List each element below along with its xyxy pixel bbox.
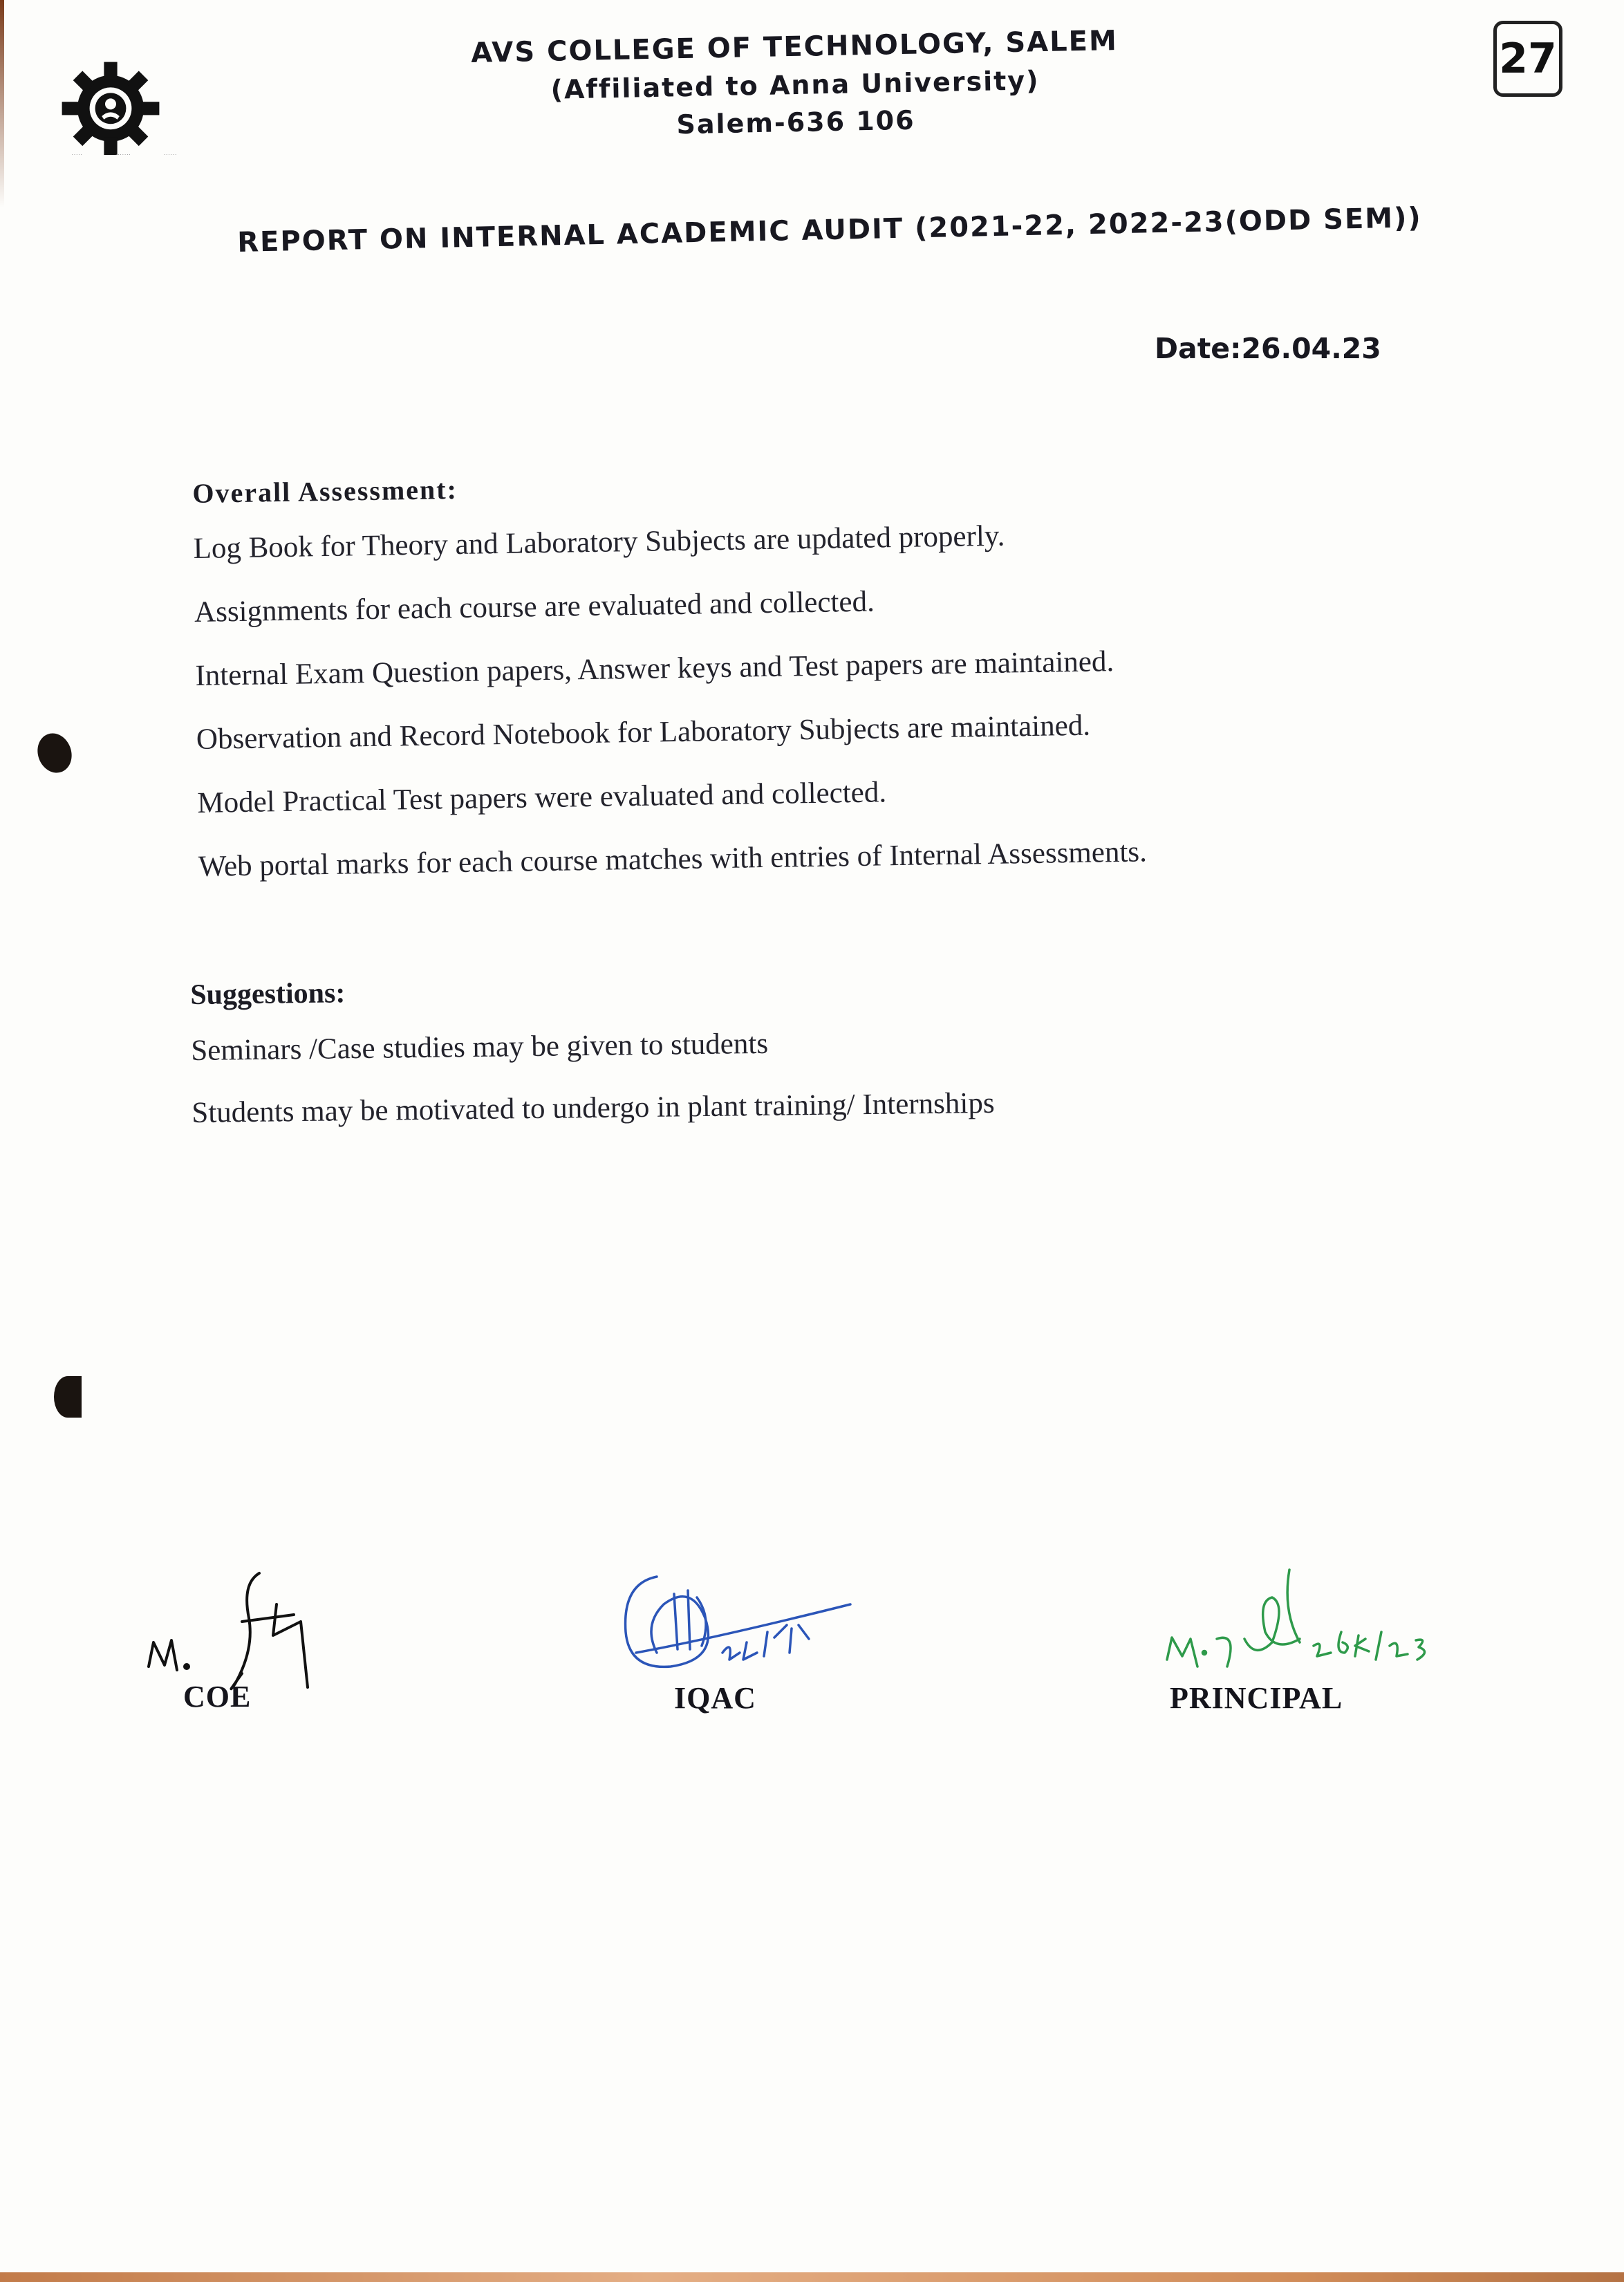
page-number-badge: 27 xyxy=(1493,21,1562,97)
signature-coe xyxy=(138,1556,429,1722)
section-heading: Overall Assessment: xyxy=(192,473,458,509)
assessment-item: Observation and Record Notebook for Laboratory Subjects are maintained. xyxy=(196,709,1091,756)
section-heading: Suggestions: xyxy=(190,977,346,1011)
signature-iqac xyxy=(608,1556,899,1722)
suggestion-item: Students may be motivated to undergo in plant training/ Internships xyxy=(192,1086,995,1129)
scan-edge-left xyxy=(0,0,4,207)
assessment-item: Assignments for each course are evaluated and collected. xyxy=(194,585,875,629)
report-date: Date:26.04.23 xyxy=(1155,332,1381,365)
suggestions-section xyxy=(190,965,1298,1158)
punch-hole xyxy=(32,729,77,778)
assessment-item: Model Practical Test papers were evaluated and collected. xyxy=(197,776,887,819)
signature-label: PRINCIPAL xyxy=(1170,1681,1343,1715)
punch-hole xyxy=(54,1376,82,1418)
gear-logo-icon xyxy=(55,55,166,166)
suggestion-item: Seminars /Case studies may be given to students xyxy=(190,1027,769,1067)
overall-assessment-section xyxy=(192,460,1305,913)
letterhead xyxy=(414,20,1177,148)
report-title: REPORT ON INTERNAL ACADEMIC AUDIT (2021-22, 2022-23(ODD SEM)) xyxy=(236,202,1423,259)
scan-edge-bottom xyxy=(0,2272,1624,2282)
college-logo xyxy=(55,55,194,173)
college-affiliation: (Affiliated to Anna University) xyxy=(550,65,1040,105)
logo-motto: ····· ······· ······ xyxy=(71,152,178,158)
signature-label: IQAC xyxy=(674,1681,756,1715)
assessment-item: Log Book for Theory and Laboratory Subjects are updated properly. xyxy=(193,519,1005,565)
assessment-item: Web portal marks for each course matches with entries of Internal Assessments. xyxy=(198,835,1148,883)
college-address: Salem-636 106 xyxy=(676,104,915,140)
handwritten-signature xyxy=(138,1556,429,1722)
signature-principal xyxy=(1161,1556,1507,1722)
assessment-item: Internal Exam Question papers, Answer keys and Test papers are maintained. xyxy=(195,645,1114,692)
signature-label: COE xyxy=(183,1680,252,1714)
college-name: AVS COLLEGE OF TECHNOLOGY, SALEM xyxy=(470,25,1119,69)
